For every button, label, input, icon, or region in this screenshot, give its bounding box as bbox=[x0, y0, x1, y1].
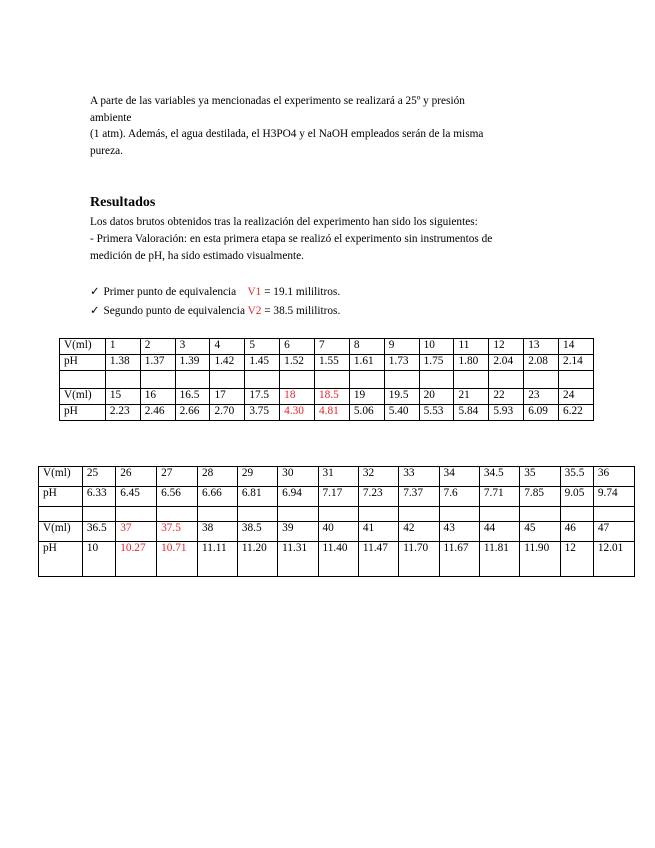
table-cell bbox=[210, 371, 245, 389]
table-cell: 2.66 bbox=[175, 405, 210, 421]
table-cell: 2.04 bbox=[489, 355, 524, 371]
table-cell: 13 bbox=[524, 339, 559, 355]
table-cell: 1.45 bbox=[245, 355, 280, 371]
table-cell: 6.94 bbox=[278, 487, 318, 507]
row-header-cell: pH bbox=[60, 355, 106, 371]
table-cell: 11.90 bbox=[520, 542, 560, 577]
table-cell: 2 bbox=[140, 339, 175, 355]
table-cell: 14 bbox=[559, 339, 594, 355]
table-cell: 25 bbox=[82, 467, 115, 487]
table-cell: 1.42 bbox=[210, 355, 245, 371]
results-heading: Resultados bbox=[90, 195, 156, 210]
titration-table-2 bbox=[38, 466, 635, 577]
table-cell: 11.40 bbox=[318, 542, 358, 577]
table-cell: 11.11 bbox=[198, 542, 238, 577]
results-line: medición de pH, ha sido estimado visualmente. bbox=[90, 250, 304, 262]
table-cell: 32 bbox=[358, 467, 398, 487]
table-cell: 7 bbox=[315, 339, 350, 355]
table-cell: 9.74 bbox=[593, 487, 634, 507]
table-cell bbox=[82, 507, 115, 522]
table-cell: 7.85 bbox=[520, 487, 560, 507]
table-cell bbox=[358, 507, 398, 522]
row-header-cell: pH bbox=[39, 542, 83, 577]
table-cell: 4.30 bbox=[280, 405, 315, 421]
table-cell bbox=[419, 371, 454, 389]
eq-value: = 38.5 mililitros. bbox=[264, 305, 341, 317]
table-cell bbox=[105, 371, 140, 389]
table-cell: 3 bbox=[175, 339, 210, 355]
table-cell: 6.81 bbox=[237, 487, 277, 507]
table-cell: 2.46 bbox=[140, 405, 175, 421]
table-spacer-row bbox=[39, 507, 635, 522]
table-row bbox=[60, 339, 594, 355]
eq-value: = 19.1 mililitros. bbox=[264, 286, 341, 298]
table-cell bbox=[318, 507, 358, 522]
table-cell: 15 bbox=[105, 389, 140, 405]
results-line: - Primera Valoración: en esta primera etapa se realizó el experimento sin instrumentos de bbox=[90, 233, 493, 245]
table-cell bbox=[454, 371, 489, 389]
table-cell: 1.52 bbox=[280, 355, 315, 371]
eq-label: Primer punto de equivalencia bbox=[103, 286, 237, 298]
table-cell: 4 bbox=[210, 339, 245, 355]
row-header-cell: V(ml) bbox=[60, 339, 106, 355]
table-cell bbox=[157, 507, 198, 522]
table-cell bbox=[560, 507, 593, 522]
table-cell: 11.47 bbox=[358, 542, 398, 577]
table-cell: 11.67 bbox=[439, 542, 479, 577]
table-cell: 22 bbox=[489, 389, 524, 405]
table-cell: 2.08 bbox=[524, 355, 559, 371]
table-cell: 18.5 bbox=[315, 389, 350, 405]
table-cell bbox=[237, 507, 277, 522]
table-cell: 23 bbox=[524, 389, 559, 405]
table-cell: 8 bbox=[349, 339, 384, 355]
table-row bbox=[39, 522, 635, 542]
table-cell bbox=[479, 507, 519, 522]
table-cell: 7.37 bbox=[399, 487, 439, 507]
table-cell: 37 bbox=[116, 522, 157, 542]
table-cell bbox=[399, 507, 439, 522]
titration-table-1 bbox=[59, 338, 594, 421]
table-cell: 16.5 bbox=[175, 389, 210, 405]
first-equivalence-point bbox=[90, 285, 340, 298]
row-header-cell: pH bbox=[60, 405, 106, 421]
table-row bbox=[60, 389, 594, 405]
row-header-cell: V(ml) bbox=[60, 389, 106, 405]
table-row bbox=[60, 355, 594, 371]
checkmark-icon: ✓ bbox=[90, 286, 100, 298]
table-cell: 5.40 bbox=[384, 405, 419, 421]
table-cell: 20 bbox=[419, 389, 454, 405]
table-cell: 1.73 bbox=[384, 355, 419, 371]
row-header-cell: V(ml) bbox=[39, 467, 83, 487]
table-cell bbox=[245, 371, 280, 389]
intro-line: A parte de las variables ya mencionadas el experimento se realizará a 25º y presión bbox=[90, 95, 465, 107]
table-cell: 1.61 bbox=[349, 355, 384, 371]
table-cell bbox=[280, 371, 315, 389]
table-cell: 18 bbox=[280, 389, 315, 405]
table-cell: 12.01 bbox=[593, 542, 634, 577]
table-cell: 10 bbox=[419, 339, 454, 355]
table-cell bbox=[593, 507, 634, 522]
table-cell: 1.80 bbox=[454, 355, 489, 371]
table-cell bbox=[520, 507, 560, 522]
table-cell: 11.31 bbox=[278, 542, 318, 577]
table-cell: 19 bbox=[349, 389, 384, 405]
results-line: Los datos brutos obtenidos tras la realización del experimento han sido los siguientes: bbox=[90, 216, 478, 228]
table-cell: 6.66 bbox=[198, 487, 238, 507]
table-cell: 27 bbox=[157, 467, 198, 487]
table-cell: 4.81 bbox=[315, 405, 350, 421]
table-cell: 10.71 bbox=[157, 542, 198, 577]
table-cell bbox=[175, 371, 210, 389]
table-cell: 6.09 bbox=[524, 405, 559, 421]
table-cell: 5.53 bbox=[419, 405, 454, 421]
table-cell: 21 bbox=[454, 389, 489, 405]
table-cell bbox=[39, 507, 83, 522]
table-cell: 11.70 bbox=[399, 542, 439, 577]
table-cell: 3.75 bbox=[245, 405, 280, 421]
table-spacer-row bbox=[60, 371, 594, 389]
table-cell: 40 bbox=[318, 522, 358, 542]
table-cell: 11 bbox=[454, 339, 489, 355]
table-cell: 30 bbox=[278, 467, 318, 487]
table-cell: 2.14 bbox=[559, 355, 594, 371]
table-cell: 36 bbox=[593, 467, 634, 487]
table-cell bbox=[439, 507, 479, 522]
table-cell: 16 bbox=[140, 389, 175, 405]
table-cell: 1.38 bbox=[105, 355, 140, 371]
table-cell bbox=[524, 371, 559, 389]
table-cell: 1.37 bbox=[140, 355, 175, 371]
eq-variable: V2 bbox=[247, 305, 262, 317]
table-cell: 41 bbox=[358, 522, 398, 542]
results-paragraph bbox=[90, 214, 570, 265]
table-cell: 42 bbox=[399, 522, 439, 542]
table-cell: 24 bbox=[559, 389, 594, 405]
table-cell: 1.39 bbox=[175, 355, 210, 371]
table-cell: 11.20 bbox=[237, 542, 277, 577]
table-cell bbox=[116, 507, 157, 522]
table-row bbox=[39, 487, 635, 507]
table-cell: 33 bbox=[399, 467, 439, 487]
table-cell bbox=[198, 507, 238, 522]
table-cell: 5.84 bbox=[454, 405, 489, 421]
table-cell: 12 bbox=[560, 542, 593, 577]
table-cell: 26 bbox=[116, 467, 157, 487]
table-cell: 45 bbox=[520, 522, 560, 542]
table-cell: 19.5 bbox=[384, 389, 419, 405]
table-cell: 1.75 bbox=[419, 355, 454, 371]
table-cell: 7.17 bbox=[318, 487, 358, 507]
table-cell bbox=[559, 371, 594, 389]
table-cell: 35 bbox=[520, 467, 560, 487]
table-cell: 43 bbox=[439, 522, 479, 542]
table-cell: 36.5 bbox=[82, 522, 115, 542]
table-cell: 38.5 bbox=[237, 522, 277, 542]
table-cell bbox=[60, 371, 106, 389]
eq-variable: V1 bbox=[247, 286, 262, 298]
eq-label: Segundo punto de equivalencia bbox=[103, 305, 245, 317]
table-cell: 12 bbox=[489, 339, 524, 355]
table-cell bbox=[140, 371, 175, 389]
table-cell: 39 bbox=[278, 522, 318, 542]
table-cell: 9.05 bbox=[560, 487, 593, 507]
table-cell: 46 bbox=[560, 522, 593, 542]
table-cell: 5.93 bbox=[489, 405, 524, 421]
table-cell bbox=[384, 371, 419, 389]
table-row bbox=[39, 467, 635, 487]
table-cell: 29 bbox=[237, 467, 277, 487]
table-cell: 38 bbox=[198, 522, 238, 542]
table-cell: 5 bbox=[245, 339, 280, 355]
table-cell: 11.81 bbox=[479, 542, 519, 577]
table-cell: 44 bbox=[479, 522, 519, 542]
checkmark-icon: ✓ bbox=[90, 305, 100, 317]
table-cell: 34 bbox=[439, 467, 479, 487]
table-cell: 35.5 bbox=[560, 467, 593, 487]
table-cell: 10 bbox=[82, 542, 115, 577]
table-cell bbox=[349, 371, 384, 389]
table-cell: 17.5 bbox=[245, 389, 280, 405]
table-cell: 28 bbox=[198, 467, 238, 487]
table-cell: 9 bbox=[384, 339, 419, 355]
table-cell: 2.70 bbox=[210, 405, 245, 421]
table-row bbox=[60, 405, 594, 421]
table-cell: 7.6 bbox=[439, 487, 479, 507]
table-cell: 6 bbox=[280, 339, 315, 355]
table-cell: 6.33 bbox=[82, 487, 115, 507]
intro-paragraph bbox=[90, 93, 560, 159]
row-header-cell: V(ml) bbox=[39, 522, 83, 542]
table-cell: 2.23 bbox=[105, 405, 140, 421]
table-cell: 1 bbox=[105, 339, 140, 355]
table-cell: 10.27 bbox=[116, 542, 157, 577]
table-row bbox=[39, 542, 635, 577]
table-cell: 7.23 bbox=[358, 487, 398, 507]
table-cell bbox=[278, 507, 318, 522]
table-cell: 6.45 bbox=[116, 487, 157, 507]
table-cell bbox=[489, 371, 524, 389]
intro-line: (1 atm). Además, el agua destilada, el H3PO4 y el NaOH empleados serán de la misma bbox=[90, 128, 484, 140]
table-cell: 6.22 bbox=[559, 405, 594, 421]
table-cell: 37.5 bbox=[157, 522, 198, 542]
table-cell: 17 bbox=[210, 389, 245, 405]
table-cell: 47 bbox=[593, 522, 634, 542]
table-cell: 1.55 bbox=[315, 355, 350, 371]
intro-line: ambiente bbox=[90, 111, 132, 124]
intro-line: pureza. bbox=[90, 144, 123, 157]
table-cell: 7.71 bbox=[479, 487, 519, 507]
table-cell bbox=[315, 371, 350, 389]
table-cell: 34.5 bbox=[479, 467, 519, 487]
row-header-cell: pH bbox=[39, 487, 83, 507]
table-cell: 31 bbox=[318, 467, 358, 487]
table-cell: 6.56 bbox=[157, 487, 198, 507]
table-cell: 5.06 bbox=[349, 405, 384, 421]
second-equivalence-point bbox=[90, 304, 340, 317]
